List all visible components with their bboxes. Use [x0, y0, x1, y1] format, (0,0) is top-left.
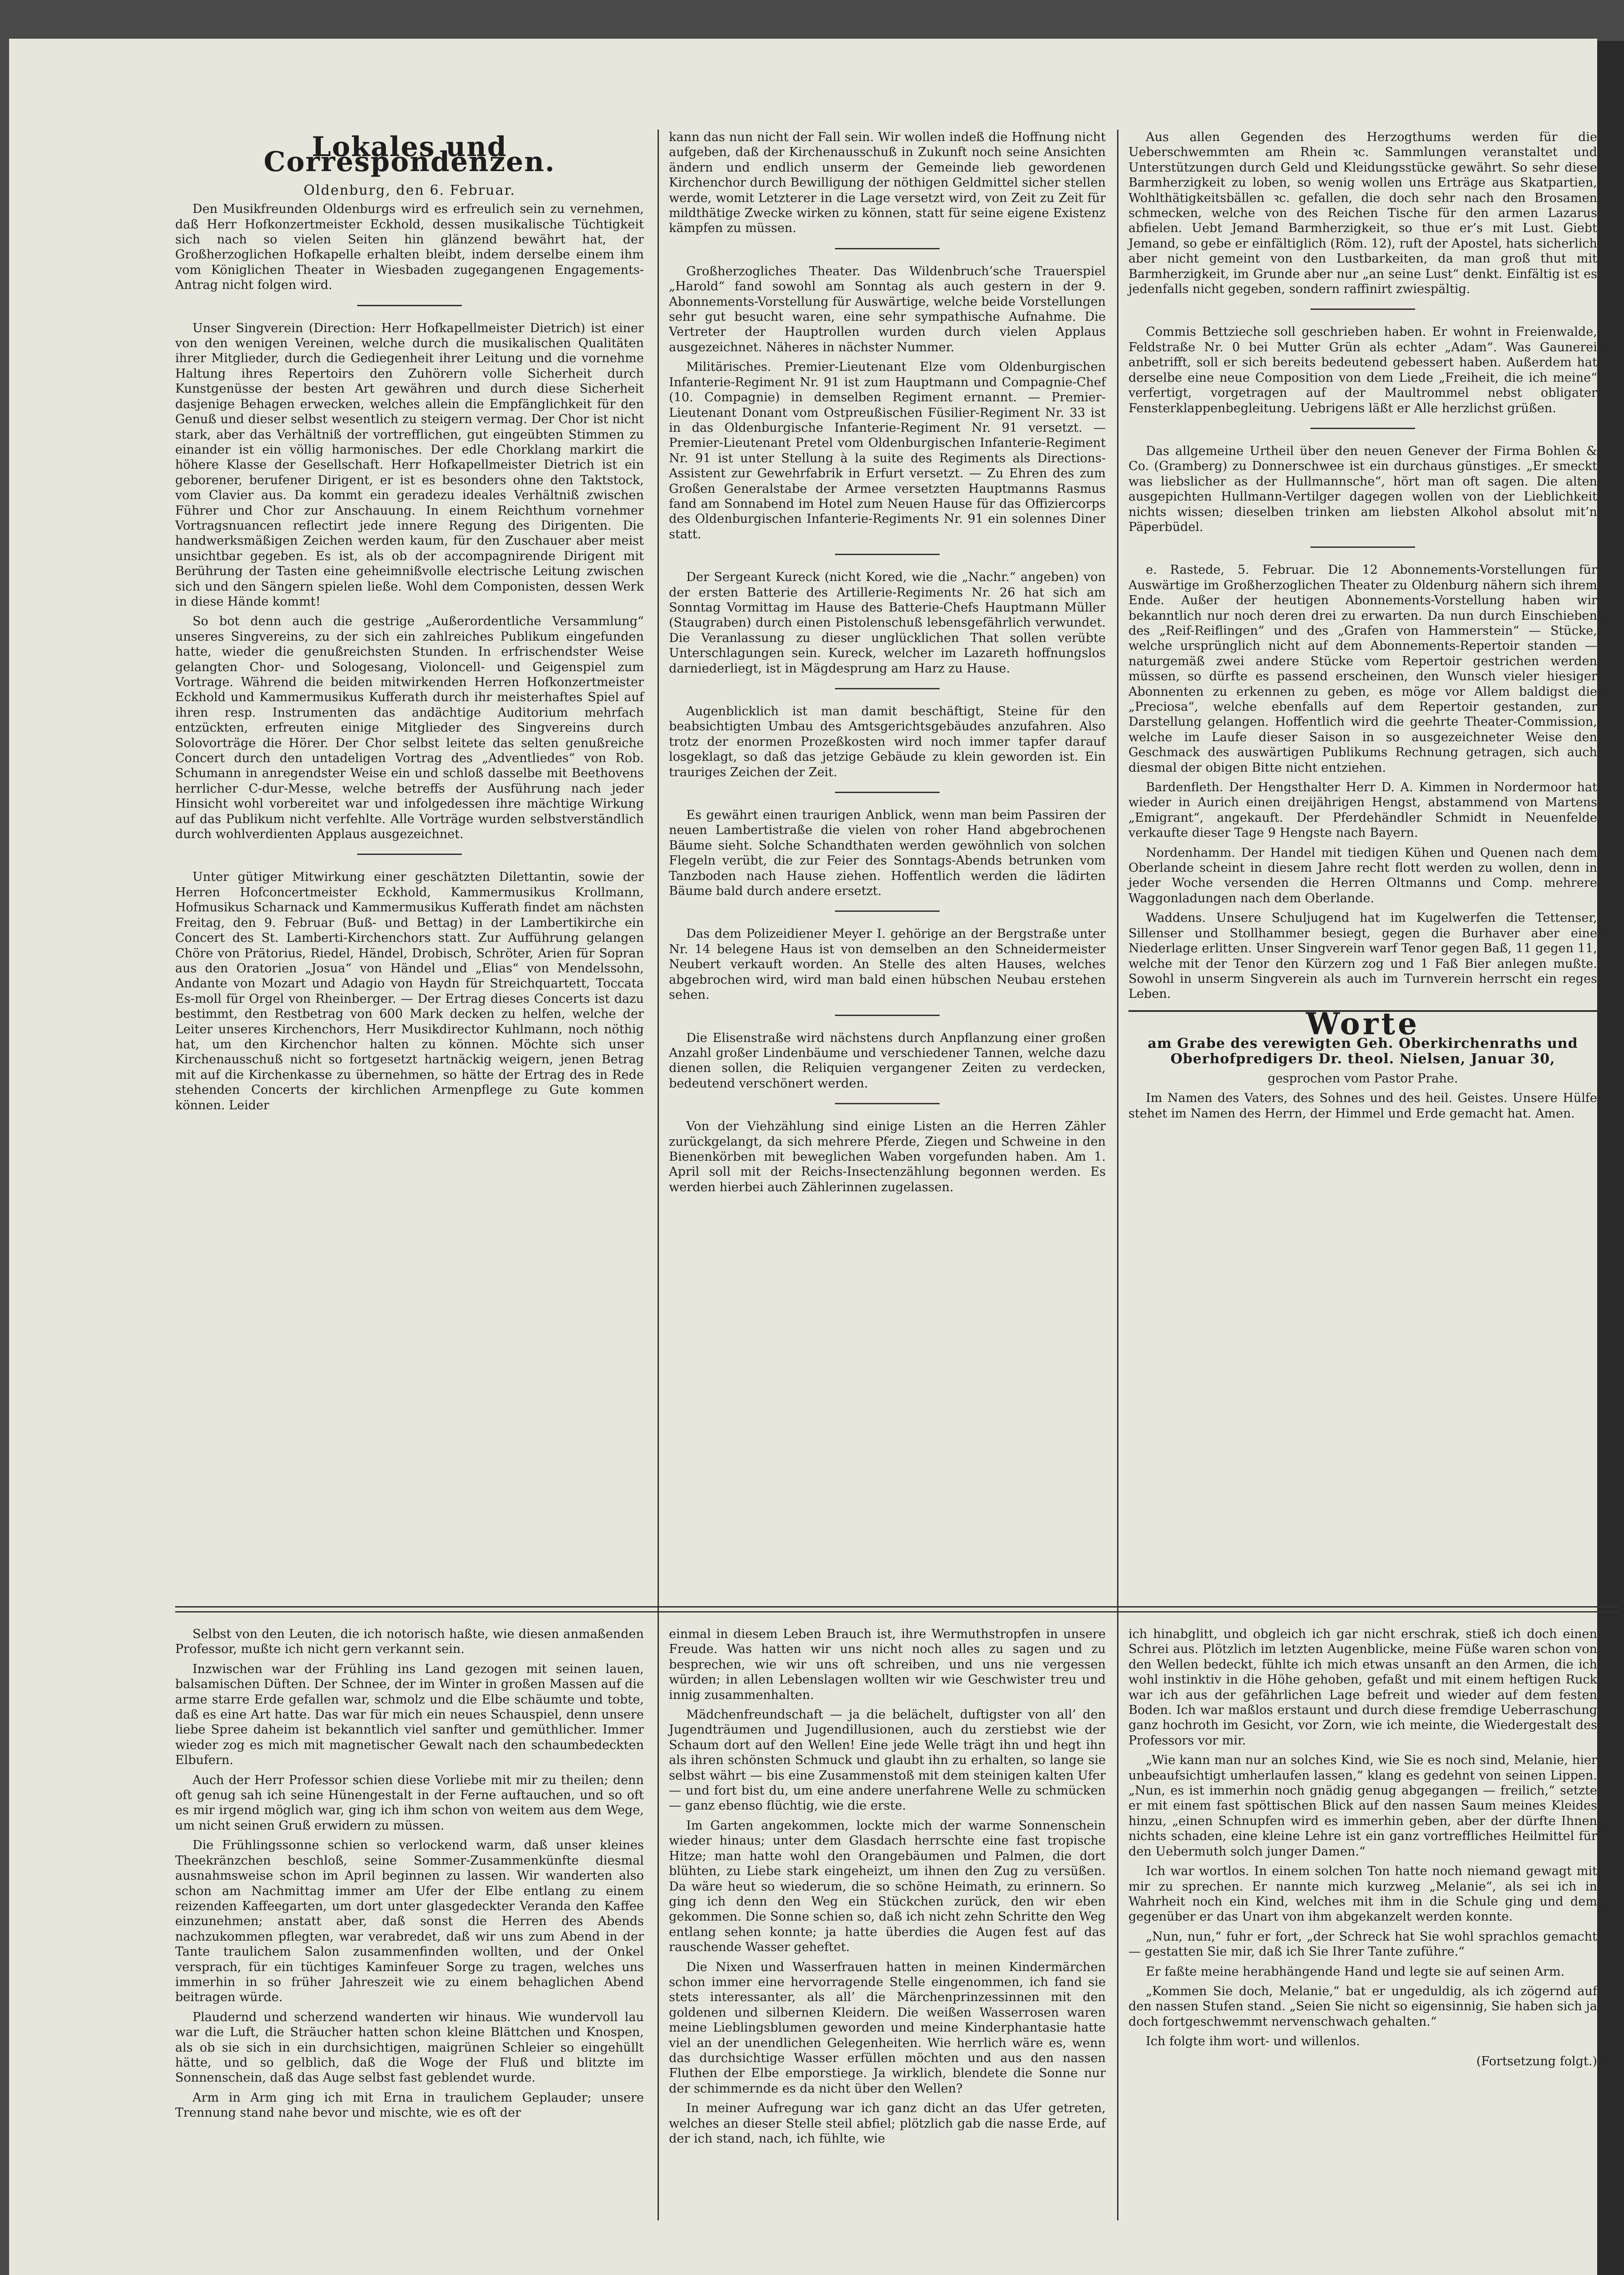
article-paragraph: Commis Bettzieche soll geschrieben haben. Er wohnt in Freienwalde, Feldstraße Nr. 0 bei Mutter Grün als echter „Adam“. Was Gaunerei anbetrifft, soll er sich bereits bedeutend gebessert haben. Außerdem hat derselbe eine neue Composition von dem Liede „Freiheit, die ich meine“ verfertigt, vorgetragen auf der Maultrommel nebst obligater Fensterklappenbegleitung. Uebrigens läßt er Alle herzlichst grüßen.	[1128, 325, 1597, 415]
article-paragraph: Aus allen Gegenden des Herzogthums werden für die Ueberschwemmten am Rhein ꝛc. Sammlungen veranstaltet und Unterstützungen durch Geld und Kleidungsstücke gewährt. So sehr diese Barmherzigkeit zu loben, so wenig wollen uns Erträge aus Skatpartien, Wohlthätigkeitsbällen ꝛc. gefallen, die doch sehr nach den Brosamen schmecken, welche von des Reichen Tische für den armen Lazarus abfielen. Uebt Jemand Barmherzigkeit, so thue er’s mit Lust. Giebt Jemand, so gebe er einfältiglich (Röm. 12), ruft der Apostel, hats sicherlich aber nicht gemeint von den Lustbarkeiten, da man groß thut mit Barmherzigkeit, im Grunde aber nur „an seine Lust“ denkt. Einfältig ist es jedenfalls nicht gegeben, sondern raffinirt zwiespältig.	[1128, 130, 1597, 297]
column-1	[175, 130, 644, 1117]
scan-shadow	[1595, 41, 1624, 2275]
article-paragraph: Großherzogliches Theater. Das Wildenbruch’sche Trauerspiel „Harold“ fand sowohl am Sonntag als auch gestern in der 9. Abonnements-Vorstellung für Auswärtige, welche beide Vorstellungen sehr gut besucht waren, eine sehr sympathische Aufnahme. Die Vertreter der Hauptrollen wurden durch vielen Applaus ausgezeichnet. Näheres in nächster Nummer.	[669, 264, 1106, 354]
separator	[835, 1015, 940, 1016]
feuilleton-paragraph: ich hinabglitt, und obgleich ich gar nicht erschrak, stieß ich doch einen Schrei aus. Plötzlich im letzten Augenblicke, meine Füße waren schon von den Wellen bedeckt, fühlte ich mich etwas unsanft an den Armen, die ich wohl instinktiv in die Höhe gehoben, gefaßt und mit einem heftigen Ruck war ich aus der gefährlichen Lage befreit und wieder auf dem festen Boden. Ich war maßlos erstaunt und durch diese fremdige Ueberraschung ganz hochroth im Gesicht, vor Zorn, wie ich meinte, die Wiedergestalt des Professors vor mir.	[1128, 1627, 1597, 1748]
feuilleton-paragraph: Plaudernd und scherzend wanderten wir hinaus. Wie wundervoll lau war die Luft, die Sträucher hatten schon kleine Blättchen und Knospen, als ob sie sich in ein durchsichtigen, maigrünen Schleier so eingehüllt hätte, und so gelblich, daß die Woge der Fluß und blitzte im Sonnenschein, daß das Auge selbst fast geblendet wurde.	[175, 2010, 644, 2085]
column-3	[1128, 130, 1597, 1126]
article-paragraph: Waddens. Unsere Schuljugend hat im Kugelwerfen die Tettenser, Sillenser und Stollhammer besiegt, gegen die Burhaver aber eine Niederlage erlitten. Unser Singverein warf Tenor gegen Baß, 11 gegen 11, welche mit der Tenor den Kürzern zog und 1 Faß Bier anlegen mußte. Sowohl in unserm Singverein als auch im Turnverein herrscht ein reges Leben.	[1128, 911, 1597, 1001]
feuilleton-paragraph: Im Garten angekommen, lockte mich der warme Sonnenschein wieder hinaus; unter dem Glasdach herrschte eine fast tropische Hitze; man hatte wohl den Orangebäumen und Palmen, die dort blühten, zu Liebe stark eingeheizt, um ihnen den Zug zu versüßen. Da wäre heut so wiederum, die so schöne Heimath, zu erinnern. So ging ich denn den Weg ein Stückchen zurück, den wir eben gekommen. Die Sonne schien so, daß ich nicht zehn Schritte den Weg entlang sehen konnte; ja hatte überdies die Augen fest auf das rauschende Wasser geheftet.	[669, 1818, 1106, 1955]
article-paragraph: Das dem Polizeidiener Meyer I. gehörige an der Bergstraße unter Nr. 14 belegene Haus ist von demselben an den Schneidermeister Neubert verkauft worden. An Stelle des alten Hauses, welches abgebrochen wird, wird man bald einen hübschen Neubau erstehen sehen.	[669, 927, 1106, 1002]
feuilleton-paragraph: Arm in Arm ging ich mit Erna in traulichem Geplauder; unsere Trennung stand nahe bevor und mischte, wie es oft der	[175, 2090, 644, 2120]
feuilleton-column-3	[1128, 1627, 1597, 2073]
separator	[357, 305, 462, 306]
feuilleton-paragraph: einmal in diesem Leben Brauch ist, ihre Wermuthstropfen in unsere Freude. Was hatten wir uns nicht noch alles zu sagen und zu besprechen, wie wir uns oft schreiben, und uns nie vergessen würden; in allen Lebenslagen wollten wir wie Geschwister treu und innig zusammenhalten.	[669, 1627, 1106, 1702]
separator	[1310, 428, 1415, 429]
dateline: Oldenburg, den 6. Februar.	[304, 182, 516, 198]
article-paragraph: Der Sergeant Kureck (nicht Kored, wie die „Nachr.“ angeben) von der ersten Batterie des Artillerie-Regiments Nr. 26 hat sich am Sonntag Vormittag im Hause des Batterie-Chefs Hauptmann Müller (Staugraben) durch einen Pistolenschuß lebensgefährlich verwundet. Die Veranlassung zu dieser unglücklichen That sollen verübte Unterschlagungen sein. Kureck, welcher im Lazareth hoffnungslos darniederliegt, ist in Mägdesprung am Harz zu Hause.	[669, 570, 1106, 676]
article-paragraph: So bot denn auch die gestrige „Außerordentliche Versammlung“ unseres Singvereins, zu der sich ein zahlreiches Publikum eingefunden hatte, wieder die genußreichsten Stunden. In erfrischendster Weise gelangten Chor- und Sologesang, Violoncell- und Geigenspiel zum Vortrage. Während die beiden mitwirkenden Herren Hofkonzertmeister Eckhold und Kammermusikus Kufferath durch ihr meisterhaftes Spiel auf ihren resp. Instrumenten das andächtige Auditorium mehrfach entzückten, erfreuten einige Mitglieder des Singvereins durch Solovorträge die Hörer. Der Chor selbst leitete das selten genußreiche Concert durch den untadeligen Vortrag des „Adventliedes“ von Rob. Schumann in anregendster Weise ein und schloß dasselbe mit Beethovens herrlicher C-dur-Messe, welche betreffs der Ausführung nach jeder Hinsicht wohl vorbereitet war und infolgedessen ihre mächtige Wirkung auf das Publikum nicht verfehlte. Alle Vorträge wurden selbstverständlich durch wohlverdienten Applaus ausgezeichnet.	[175, 614, 644, 842]
column-rule	[1117, 1620, 1118, 2220]
separator	[835, 554, 940, 555]
feuilleton-paragraph: Die Frühlingssonne schien so verlockend warm, daß unser kleines Theekränzchen beschloß, seine Sommer-Zusammenkünfte diesmal ausnahmsweise schon im April beginnen zu lassen. Wir wanderten also schon am Nachmittag immer am Ufer der Elbe entlang zu einem reizenden Kaffeegarten, um dort unter glasgedeckter Veranda den Kaffee einzunehmen; anstatt aber, daß sonst die Herren des Abends nachzukommen pflegten, war verabredet, daß wir uns zum Abend in der Tante traulichem Salon zusammenfinden wollten, und der Onkel versprach, für ein tüchtiges Kaminfeuer Sorge zu tragen, welches uns immerhin in so früher Jahreszeit wie zu einem behaglichen Abend beitragen würde.	[175, 1838, 644, 2005]
separator	[835, 792, 940, 793]
feuilleton-paragraph: Inzwischen war der Frühling ins Land gezogen mit seinen lauen, balsamischen Düften. Der Schnee, der im Winter in großen Massen auf die arme starre Erde gefallen war, schmolz und die Elbe schäumte und tobte, daß es eine Art hatte. Das war für mich ein neues Schauspiel, denn unsere liebe Spree daheim ist bekanntlich viel sanfter und gemüthlicher. Immer wieder zog es mich mit magnetischer Gewalt nach den schaumbedeckten Elbufern.	[175, 1662, 644, 1768]
feuilleton-paragraph: „Nun, nun,“ fuhr er fort, „der Schreck hat Sie wohl sprachlos gemacht — gestatten Sie mir, daß ich Sie Ihrer Tante zuführe.“	[1128, 1929, 1597, 1959]
feuilleton-paragraph: Mädchenfreundschaft — ja die belächelt, duftigster von all’ den Jugendträumen und Jugendillusionen, auch du zerstiebst wie der Schaum dort auf den Wellen! Eine jede Welle trägt ihn und hegt ihn als ihren schönsten Schmuck und glaubt ihn zu erhalten, so lange sie selbst währt — bis eine Zusammenstoß mit dem steinigen kalten Ufer — und fort bist du, um eine andere unerfahrene Welle zu schmücken — ganz ebenso flüchtig, wie die erste.	[669, 1708, 1106, 1813]
worte-speaker: gesprochen vom Pastor Prahe.	[1267, 1071, 1458, 1086]
article-paragraph: Augenblicklich ist man damit beschäftigt, Steine für den beabsichtigten Umbau des Amtsgerichtsgebäudes anzufahren. Also trotz der enormen Prozeßkosten wird noch immer tapfer darauf losgeklagt, so daß das jetzige Gebäude zu klein geworden ist. Ein trauriges Zeichen der Zeit.	[669, 704, 1106, 779]
article-paragraph: Den Musikfreunden Oldenburgs wird es erfreulich sein zu vernehmen, daß Herr Hofkonzertmeister Eckhold, dessen musikalische Tüchtigkeit sich nach so vielen Seiten hin glänzend bewährt hat, der Großherzoglichen Hofkapelle erhalten bleibt, indem derselbe einem ihm vom Königlichen Theater in Wiesbaden zugegangenen Engagements-Antrag nicht folgen wird.	[175, 202, 644, 293]
column-2	[669, 130, 1106, 1199]
separator	[357, 854, 462, 855]
feuilleton-paragraph: Ich folgte ihm wort- und willenlos.	[1146, 2034, 1360, 2049]
column-rule	[1117, 130, 1118, 1620]
article-paragraph: Die Elisenstraße wird nächstens durch Anpflanzung einer großen Anzahl großer Lindenbäume und verschiedener Tannen, welche dazu dienen sollen, die Reliquien vergangener Zeiten zu verdecken, bedeutend verschönert werden.	[669, 1031, 1106, 1091]
feuilleton-paragraph: Ich war wortlos. In einem solchen Ton hatte noch niemand gewagt mit mir zu sprechen. Er nannte mich kurzweg „Melanie“, als sei ich in Wahrheit noch ein Kind, welches mit ihm in die Schule ging und dem gegenüber er das Unart von ihm abgekanzelt werden konnte.	[1128, 1864, 1597, 1924]
feuilleton-paragraph: Selbst von den Leuten, die ich notorisch haßte, wie diesen anmaßenden Professor, mußte ich nicht gern verkannt sein.	[175, 1627, 644, 1657]
feuilleton-paragraph: Die Nixen und Wasserfrauen hatten in meinen Kindermärchen schon immer eine hervorragende Stelle eingenommen, ich fand sie stets interessanter, als all’ die Märchenprinzessinnen mit den goldenen und silbernen Kleidern. Die weißen Wasserrosen waren meine Lieblingsblumen geworden und meine Kinderphantasie hatte viel an der unendlichen Gelegenheiten. Wie herrlich wäre es, wenn das durchsichtige Wasser erfüllen möchten und aus den nassen Fluthen der Elbe emporstiege. Ja wirklich, blendete die Sonne nur der schimmernde es da nicht über den Wellen?	[669, 1960, 1106, 2096]
column-rule	[658, 130, 659, 1620]
article-paragraph: Unser Singverein (Direction: Herr Hofkapellmeister Dietrich) ist einer von den wenigen Vereinen, welche durch die musikalischen Qualitäten ihrer Mitglieder, durch die Gediegenheit ihrer Leitung und die vornehme Haltung ihres Repertoirs den Zuhörern volle Sicherheit durch Kunstgenüsse der besten Art gewähren und durch diese Sicherheit dasjenige Behagen erwecken, welches allein die Empfänglichkeit für den Genuß und dieser selbst wesentlich zu steigern vermag. Der Chor ist nicht stark, aber das Verhältniß der vortrefflichen, gut eingeübten Stimmen zu einander ist ein völlig harmonisches. Der edle Chorklang markirt die höhere Klasse der Gesellschaft. Herr Hofkapellmeister Dietrich ist ein geborener, berufener Dirigent, er ist es besonders ohne den Taktstock, vom Clavier aus. Da kommt ein geradezu ideales Verhältniß zwischen Führer und Chor zur Anschauung. In einem Reichthum vornehmer Vortragsnuancen reflectirt jede innere Regung des Dirigenten. Die handwerksmäßigen Zeichen werden kaum, für den Zuschauer aber meist unsichtbar gegeben. Es ist, als ob der accompagnirende Dirigent mit Berührung der Tasten eine geheimnißvolle electrische Leitung zwischen sich und den Sängern spielen ließe. Wohl dem Componisten, dessen Werk in diese Hände kommt!	[175, 321, 644, 609]
column-rule	[658, 1620, 659, 2220]
article-paragraph: Das allgemeine Urtheil über den neuen Genever der Firma Bohlen & Co. (Gramberg) zu Donnerschwee ist ein durchaus günstiges. „Er smeckt was liebslicher as der Hullmannsche“, hört man oft sagen. Die alten ausgepichten Hullmann-Vertilger dagegen wollen von der Lieblichkeit nichts wissen; dieselben trinken am liebsten Alkohol absolut mit’n Päperbüdel.	[1128, 444, 1597, 534]
feuilleton-paragraph: Auch der Herr Professor schien diese Vorliebe mit mir zu theilen; denn oft genug sah ich seine Hünengestalt in der Ferne auftauchen, und so oft es mir irgend möglich war, ging ich ihm schon von weitem aus dem Wege, um nicht seinen Gruß erwidern zu müssen.	[175, 1773, 644, 1833]
continued-note: (Fortsetzung folgt.)	[1476, 2054, 1597, 2068]
article-paragraph: Es gewährt einen traurigen Anblick, wenn man beim Passiren der neuen Lambertistraße die vielen von roher Hand abgebrochenen Bäume sieht. Solche Schandthaten werden gewöhnlich von solchen Flegeln verübt, die zur Feier des Sonntags-Abends betrunken vom Tanzboden nach Hause ziehen. Hoffentlich werden die lädirten Bäume bald durch andere ersetzt.	[669, 808, 1106, 899]
newspaper-page	[9, 39, 1597, 2275]
article-paragraph: kann das nun nicht der Fall sein. Wir wollen indeß die Hoffnung nicht aufgeben, daß der Kirchenausschuß in Zukunft noch seine Ansichten ändern und endlich unserm der Gemeinde lieb gewordenen Kirchenchor durch Bewilligung der nöthigen Geldmittel sicher stellen werde, womit Letzterer in die Lage versetzt wird, von Zeit zu Zeit für mildthätige Zwecke wirken zu können, statt für seine eigene Existenz kämpfen zu müssen.	[669, 130, 1106, 236]
separator	[1310, 308, 1415, 310]
feuilleton-paragraph: „Wie kann man nur an solches Kind, wie Sie es noch sind, Melanie, hier unbeaufsichtigt umherlaufen lassen,“ klang es gedehnt von seinen Lippen. „Nun, es ist immerhin noch gnädig genug abgegangen — freilich,“ setzte er mit einem fast spöttischen Blick auf den nassen Saum meines Kleides hinzu, „einen Schnupfen wird es immerhin geben, aber der dürfte Ihnen nichts schaden, eine kleine Lehre ist ein ganz vortreffliches Heilmittel für den Uebermuth solch junger Damen.“	[1128, 1753, 1597, 1859]
worte-text: Im Namen des Vaters, des Sohnes und des heil. Geistes. Unsere Hülfe stehet im Namen des Herrn, der Himmel und Erde gemacht hat. Amen.	[1128, 1091, 1597, 1121]
article-paragraph: Bardenfleth. Der Hengsthalter Herr D. A. Kimmen in Nordermoor hat wieder in Aurich einen dreijährigen Hengst, abstammend von Martens „Emigrant“, angekauft. Der Pferdehändler Schmidt in Neuenfelde verkaufte dieser Tage 9 Hengste nach Bayern.	[1128, 780, 1597, 840]
article-paragraph: Nordenhamm. Der Handel mit tiedigen Kühen und Quenen nach dem Oberlande scheint in diesem Jahre recht flott werden zu wollen, denn in jeder Woche versenden die Herren Oltmanns und Comp. mehrere Waggonladungen nach dem Oberlande.	[1128, 845, 1597, 905]
article-paragraph: e. Rastede, 5. Februar. Die 12 Abonnements-Vorstellungen für Auswärtige im Großherzoglichen Theater zu Oldenburg nähern sich ihrem Ende. Außer der heutigen Abonnements-Vorstellung haben wir bekanntlich nur noch deren drei zu erwarten. Da nun durch Einschieben des „Reif-Reiflingen“ und des „Grafen von Hammerstein“ — Stücke, welche ursprünglich nicht auf dem Abonnements-Repertoir standen — naturgemäß zwei andere Stücke vom Repertoir gestrichen werden müssen, so dürfte es passend erscheinen, den Wunsch vieler hiesiger Abonnenten zu erkennen zu geben, es möge vor Allem baldigst die „Preciosa“, welche ebenfalls auf dem Repertoir gestanden, zur Darstellung gelangen. Hoffentlich wird die geehrte Theater-Commission, welche im Laufe dieser Saison in so ausgezeichneter Weise den Geschmack des auswärtigen Publikums Rechnung getragen, sich auch diesmal der obigen Bitte nicht entziehen.	[1128, 563, 1597, 775]
article-paragraph: Unter gütiger Mitwirkung einer geschätzten Dilettantin, sowie der Herren Hofconcertmeister Eckhold, Kammermusikus Krollmann, Hofmusikus Scharnack und Kammermusikus Kufferath findet am nächsten Freitag, den 9. Februar (Buß- und Bettag) in der Lambertikirche ein Concert des St. Lamberti-Kirchenchors statt. Zur Aufführung gelangen Chöre von Prätorius, Riedel, Händel, Drobisch, Schröter, Arien für Sopran aus den Oratorien „Josua“ von Händel und „Elias“ von Mendelssohn, Andante von Mozart und Adagio von Haydn für Streichquartett, Toccata Es-moll für Orgel von Rheinberger. — Der Ertrag dieses Concerts ist dazu bestimmt, den Restbetrag von 600 Mark decken zu helfen, welche der Leiter unseres Kirchenchors, Herr Musikdirector Kuhlmann, noch nöthig hat, um den Kirchenchor halten zu können. Möchte sich unser Kirchenausschuß nicht so fortgesetzt hartnäckig weigern, jenen Betrag mit auf die Kirchenkasse zu übernehmen, so hätte der Ertrag des in Rede stehenden Concerts der kirchlichen Armenpflege zu Gute kommen können. Leider	[175, 870, 644, 1112]
worte-title: Worte	[1305, 1006, 1420, 1041]
article-paragraph: Von der Viehzählung sind einige Listen an die Herren Zähler zurückgelangt, da sich mehrere Pferde, Ziegen und Schweine in den Bienenkörben mit beweglichen Waben vorgefunden haben. Am 1. April soll mit der Reichs-Insectenzählung begonnen werden. Es werden hierbei auch Zählerinnen zugelassen.	[669, 1119, 1106, 1194]
feuilleton-rule	[175, 1611, 1618, 1613]
worte-subtitle: am Grabe des verewigten Geh. Oberkirchenraths und Oberhofpredigers Dr. theol. Nielsen, Januar 30,	[1148, 1036, 1578, 1067]
feuilleton-paragraph: Er faßte meine herabhängende Hand und legte sie auf seinen Arm.	[1146, 1964, 1565, 1979]
feuilleton-column-2	[669, 1627, 1106, 2151]
section-title: Lokales und Correspondenzen.	[263, 131, 556, 178]
separator	[835, 688, 940, 689]
feuilleton-rule	[175, 1606, 1618, 1608]
separator	[1310, 546, 1415, 548]
feuilleton-column-1	[175, 1627, 644, 2125]
article-paragraph: Militärisches. Premier-Lieutenant Elze vom Oldenburgischen Infanterie-Regiment Nr. 91 ist zum Hauptmann und Compagnie-Chef (10. Compagnie) in demselben Regiment ernannt. — Premier-Lieutenant Donant vom Ostpreußischen Füsilier-Regiment Nr. 33 ist in das Oldenburgische Infanterie-Regiment Nr. 91 versetzt. — Premier-Lieutenant Pretel vom Oldenburgischen Infanterie-Regiment Nr. 91 ist unter Stellung à la suite des Regiments als Directions-Assistent zur Gewehrfabrik in Erfurt versetzt. — Zu Ehren des zum Großen Generalstabe der Armee versetzten Hauptmanns Rasmus fand am Sonnabend im Hotel zum Neuen Hause für das Offiziercorps des Oldenburgischen Infanterie-Regiments Nr. 91 ein solennes Diner statt.	[669, 360, 1106, 541]
separator	[835, 248, 940, 249]
separator	[835, 910, 940, 912]
feuilleton-paragraph: „Kommen Sie doch, Melanie,“ bat er ungeduldig, als ich zögernd auf den nassen Stufen stand. „Seien Sie nicht so eigensinnig, Sie haben sich ja doch fortgeschwemmt nervenschwach gehalten.“	[1128, 1984, 1597, 2029]
feuilleton-paragraph: In meiner Aufregung war ich ganz dicht an das Ufer getreten, welches an dieser Stelle steil abfiel; plötzlich gab die nasse Erde, auf der ich stand, nach, ich fühlte, wie	[669, 2101, 1106, 2146]
separator	[835, 1103, 940, 1104]
